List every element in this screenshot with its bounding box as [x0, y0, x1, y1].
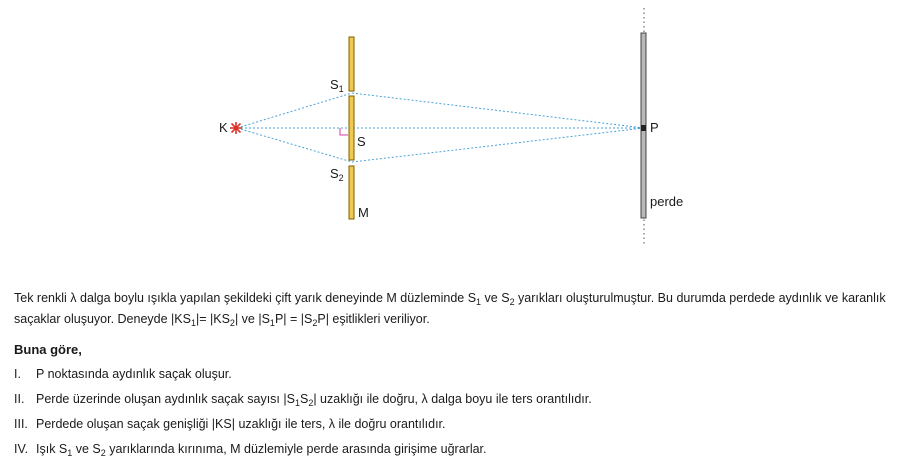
right-angle-marker — [340, 128, 348, 135]
label-s: S — [357, 134, 366, 149]
statement-number: II. — [14, 392, 25, 406]
statement-iii — [14, 416, 446, 432]
statement-text: Perde üzerinde oluşan aydınlık saçak sayısı |S — [36, 392, 295, 406]
point-p-marker — [641, 125, 646, 131]
label-k: K — [219, 120, 228, 135]
statement-text: S — [299, 392, 309, 406]
statement-i — [14, 366, 232, 382]
ray-s1-p — [352, 93, 644, 128]
statement-text: P noktasında aydınlık saçak oluşur. — [36, 367, 232, 381]
statement-ii — [14, 391, 592, 407]
label-s2: $S_2$ — [330, 166, 344, 183]
statement-number: I. — [14, 367, 21, 381]
subscript: 1 — [67, 448, 73, 458]
ray-s2-p — [352, 128, 644, 162]
label-perde: perde — [650, 194, 684, 209]
statement-text: | uzaklığı ile doğru, λ dalga boyu ile ters orantılıdır. — [313, 392, 592, 406]
statement-number: III. — [14, 417, 28, 431]
barrier-top — [349, 37, 354, 91]
ray-k-s1 — [237, 93, 352, 128]
statement-text: yarıklarında kırınıma, M düzlemiyle perde arasında girişime uğrarlar. — [105, 442, 487, 456]
subscript: 1 — [294, 398, 300, 408]
statement-number: IV. — [14, 442, 29, 456]
ray-k-s2 — [237, 128, 352, 162]
subscript: 2 — [308, 398, 314, 408]
statement-text: ve S — [72, 442, 101, 456]
statement-text: Işık S — [36, 442, 68, 456]
label-m: M — [358, 205, 369, 220]
label-s1: $S_1$ — [330, 77, 344, 94]
light-source-icon — [230, 122, 242, 134]
problem-statement: Tek renkli λ dalga boylu ışıkla yapılan şekildeki çift yarık deneyinde M düzleminde $S_1$ ve $S_2$ yarıkları oluşturulmuştur. Bu durumda perdede aydınlık ve karanlık saçaklar oluşuyor. Deneyde $|KS_1|= |KS_2|$ ve $|S_1P| = |S_2P|$ eşitlikleri veriliyor. — [14, 291, 886, 328]
barrier-bottom — [349, 166, 354, 219]
light-rays — [237, 93, 644, 162]
subscript: 2 — [100, 448, 106, 458]
statement-iv — [14, 441, 487, 457]
question-stem: Buna göre, — [14, 342, 82, 357]
statement-text: Perdede oluşan saçak genişliği |KS| uzaklığı ile ters, λ ile doğru orantılıdır. — [36, 417, 446, 431]
barrier-middle — [349, 96, 354, 160]
label-p: P — [650, 120, 659, 135]
barrier-m — [349, 37, 354, 219]
